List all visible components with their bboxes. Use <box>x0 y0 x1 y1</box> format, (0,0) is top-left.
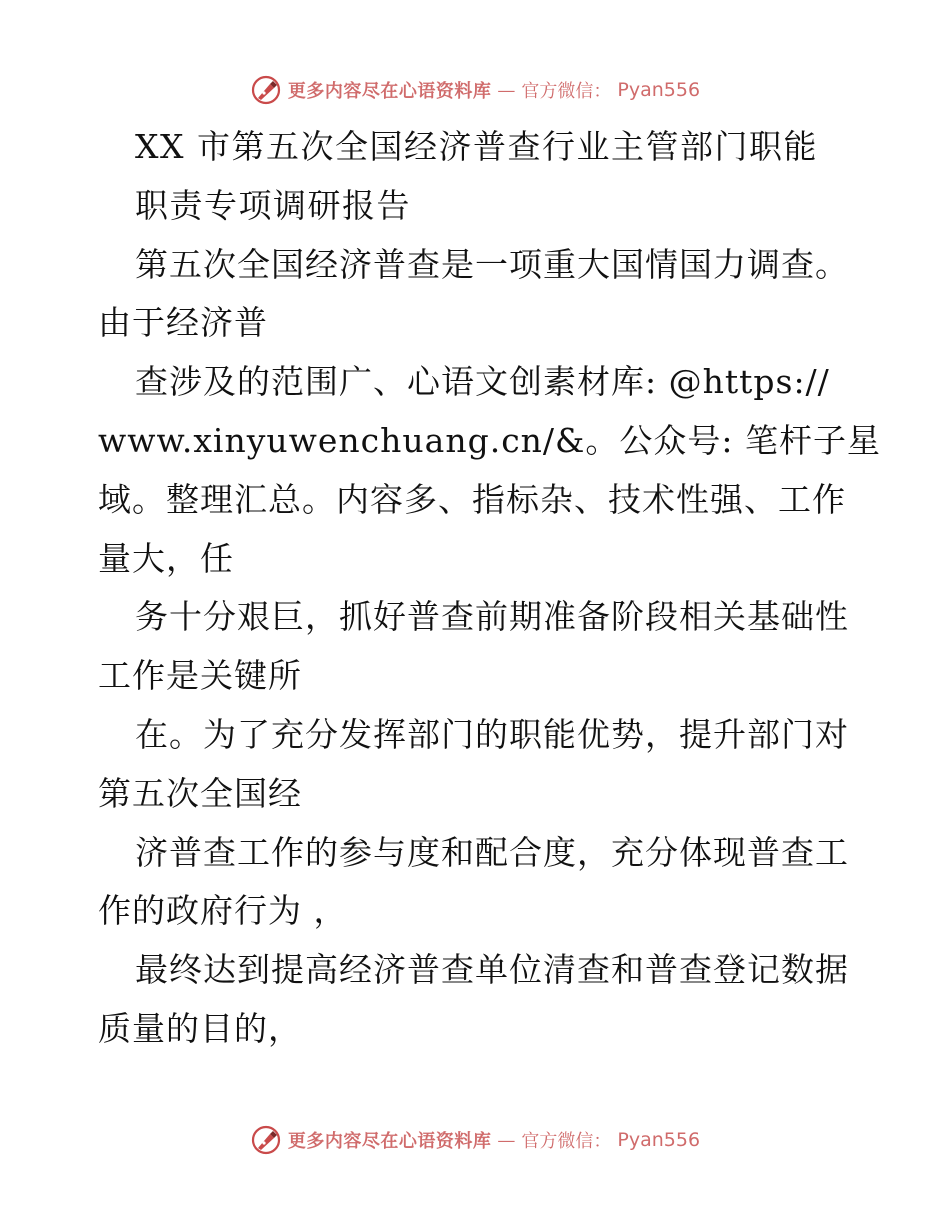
paragraph-line: 量大，任 <box>98 538 234 578</box>
paragraph-line: www.xinyuwenchuang.cn/&。公众号: 笔杆子星 <box>98 420 882 460</box>
paragraph-line: 作的政府行为 ， <box>98 891 348 931</box>
document-title-line-1: XX 市第五次全国经济普查行业主管部门职能 <box>135 127 818 166</box>
footer-watermark <box>0 1120 950 1160</box>
paragraph-line: 最终达到提高经济普查单位清查和普查登记数据 <box>135 950 849 990</box>
watermark-separator: — <box>497 79 516 101</box>
paragraph-line: 第五次全国经济普查是一项重大国情国力调查。 <box>135 244 849 284</box>
watermark-wechat-id: Pyan556 <box>617 1129 701 1151</box>
paragraph-line: 查涉及的范围广、心语文创素材库: @https:// <box>135 362 830 402</box>
header-watermark <box>0 70 950 110</box>
paragraph-line: 在。为了充分发挥部门的职能优势，提升部门对 <box>135 714 849 754</box>
watermark-wechat-id: Pyan556 <box>617 79 701 101</box>
watermark-wechat-label: 官方微信： <box>521 81 612 102</box>
paragraph-line: 济普查工作的参与度和配合度，充分体现普查工 <box>135 832 849 872</box>
watermark-wechat-label: 官方微信： <box>521 1131 612 1152</box>
paragraph-line: 工作是关键所 <box>98 656 302 696</box>
pen-nib-circle-icon <box>250 1124 282 1156</box>
paragraph-line: 质量的目的， <box>98 1008 302 1048</box>
paragraph-line: 由于经济普 <box>98 303 268 343</box>
paragraph-line: 务十分艰巨，抓好普查前期准备阶段相关基础性 <box>135 597 849 637</box>
watermark-separator: — <box>497 1129 516 1151</box>
watermark-site-name: 更多内容尽在心语资料库 <box>287 81 492 102</box>
paragraph-line: 第五次全国经 <box>98 773 302 813</box>
paragraph-line: 域。整理汇总。内容多、指标杂、技术性强、工作 <box>98 479 846 519</box>
document-body <box>98 118 882 1059</box>
pen-nib-circle-icon <box>250 74 282 106</box>
watermark-site-name: 更多内容尽在心语资料库 <box>287 1131 492 1152</box>
document-title-line-2: 职责专项调研报告 <box>135 185 411 225</box>
